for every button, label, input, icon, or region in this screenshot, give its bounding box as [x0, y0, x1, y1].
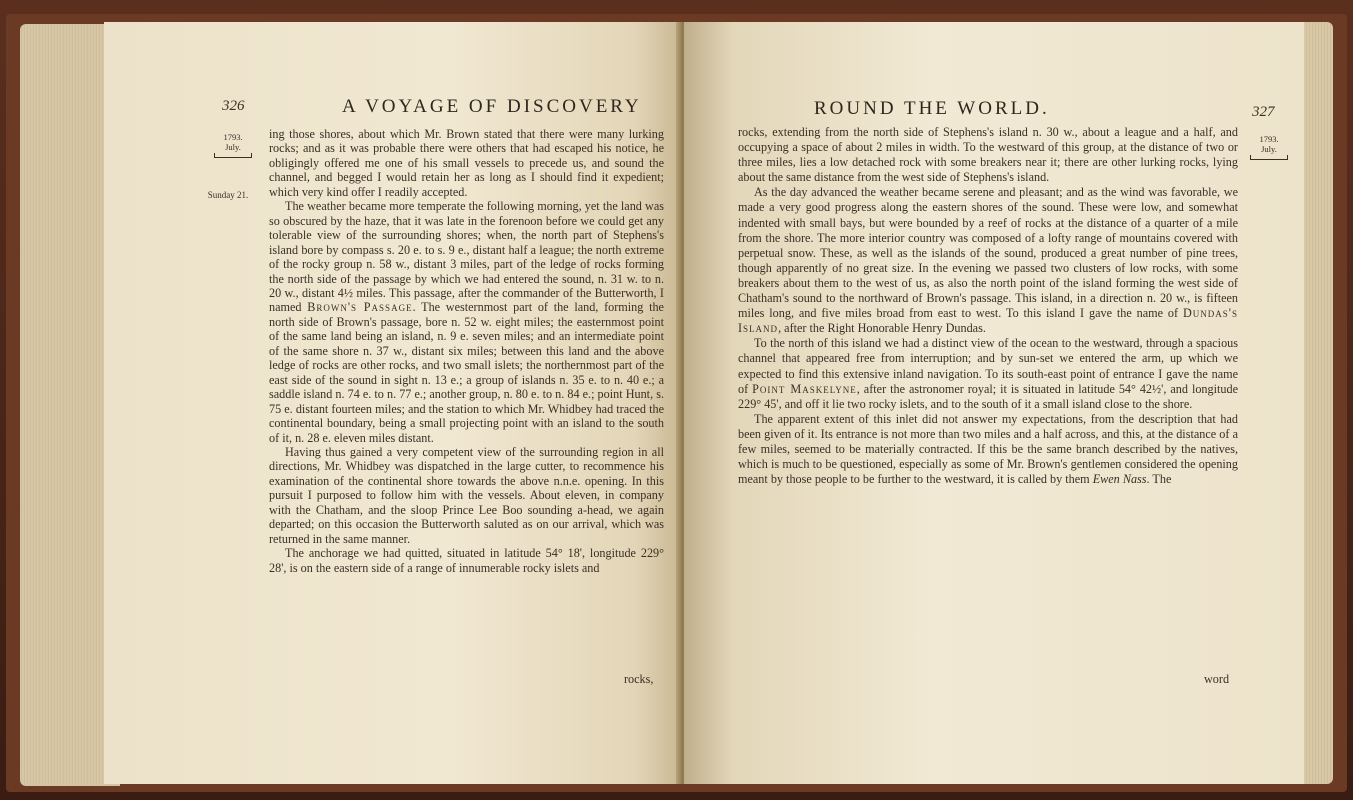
right-paragraph-3-end: , after the astronomer royal; it is situated in latitude 54° 42½', and longitude 229° 45', and off it lie two rocky islets, and to the south of it a small island close to the shore. — [738, 381, 1238, 411]
left-paragraph-1: ing those shores, about which Mr. Brown stated that there were many lurking rocks; and as it was probable there were others that had escaped his notice, he obligingly offered me one of his small vessels to precede us, and sound the channel, and begged I would retain her as long as I should find it expedient; which very kind offer I readily accepted. — [269, 127, 664, 199]
left-running-head: A VOYAGE OF DISCOVERY — [342, 96, 642, 117]
left-paragraph-4: The anchorage we had quitted, situated in latitude 54° 18', longitude 229° 28', is on the eastern side of a range of innumerable rocky islets and — [269, 546, 664, 575]
right-page — [684, 22, 1304, 784]
dundas-island-name: Dundas's Island — [738, 306, 1238, 336]
right-paragraph-1: rocks, extending from the north side of Stephens's island n. 30 w., about a league and a half, and occupying a space of about 2 miles in width. To the westward of this group, at the distance of two or three miles, lies a low detached rock with some breakers near it; there are other lurking rocks, lying about the same distance from the west side of Stephens's island. — [738, 125, 1238, 185]
right-margin-brace — [1250, 155, 1288, 160]
right-body-text — [738, 125, 1238, 487]
point-maskelyne-name: Point Maskelyne — [752, 381, 857, 396]
left-margin-brace — [214, 153, 252, 158]
left-paragraph-2 — [269, 199, 664, 445]
right-paragraph-3-start: To the north of this island we had a distinct view of the ocean to the westward, through a spacious channel that appeared free from interruption; and by sun-set we entered the arm, up which we expected to find this extensive inland navigation. To its south-east point of entrance I gave the name of — [738, 336, 1238, 396]
ewen-nass-name: Ewen Nass — [1092, 472, 1147, 487]
left-body-text — [269, 127, 664, 575]
right-paragraph-3 — [738, 336, 1238, 411]
browns-passage-name: Brown's Passage — [307, 300, 413, 315]
right-margin-year: 1793. — [1259, 134, 1279, 144]
left-margin-month: July. — [225, 142, 241, 152]
right-margin-date-note — [1250, 134, 1288, 160]
right-paragraph-4-end: . The — [1146, 472, 1172, 487]
left-paragraph-2-end: . The westernmost part of the land, forming the north side of Brown's passage, bore n. 52 w. eight miles; the easternmost point of the same land being an island, n. 9 e. seven miles; and an intermediate point of the same shore n. 37 w., distant six miles; between this land and the above ledge of rocks are other rocks, and two small islets; the northernmost part of the east side of the sound in sight n. 13 e.; a group of islands n. 35 e. to n. 40 e.; a saddle island n. 74 e. to n. 77 e.; another group, n. 80 e. to n. 84 e.; point Hunt, s. 75 e. distant fourteen miles; and the station to which Mr. Whidbey had traced the continental boundary, being a small projecting point with an island to the south of it, n. 28 e. eleven miles distant. — [269, 300, 664, 445]
right-paragraph-2 — [738, 185, 1238, 336]
right-folio: 327 — [1252, 104, 1275, 120]
right-catchword: word — [1204, 672, 1230, 686]
right-paragraph-2-start: As the day advanced the weather became serene and pleasant; and as the wind was favorable, we made a very good progress along the eastern shores of the sound. These were low, and somewhat indented with small bays, but were bounded by a reef of rocks at the distance of a quarter of a mile from the shore. The more interior country was composed of a lofty range of mountains covered with perpetual snow. These, as well as the islands of the sound, produced a great number of pine trees, though apparently of no great size. In the evening we passed two clusters of low rocks, with some breakers about them to the west of us, as also the north point of the island forming the west side of Chatham's sound to the northward of Brown's passage. This island, in a direction n. 20 w., is fifteen miles long, and five miles broad from east to west. To this island I gave the name of — [738, 185, 1238, 321]
left-paragraph-2-start: The weather became more temperate the following morning, yet the land was so obscured by the haze, that it was late in the forenoon before we could get any tolerable view of the surrounding shores; when, the north part of Stephens's island bore by compass s. 20 e. to s. 9 e., distant half a league; the north extreme of the rocky group n. 58 w., distant 3 miles, part of the ledge of rocks forming the north side of the passage by which we had entered the sound, n. 31 w. to n. 20 w., distant 4½ miles. This passage, after the commander of the Butterworth, I named — [269, 199, 664, 315]
left-paragraph-3: Having thus gained a very competent view of the surrounding region in all directions, Mr. Whidbey was dispatched in the large cutter, to recommence his examination of the continental shore towards the above n.n.e. opening. In this pursuit I purposed to follow him with the vessels. About eleven, in company with the Chatham, and the sloop Prince Lee Boo sounding a-head, we again departed; on this occasion the Butterworth saluted as on our arrival, which was returned in the same manner. — [269, 444, 664, 546]
left-catchword: rocks, — [624, 672, 654, 686]
right-paragraph-4-start: The apparent extent of this inlet did not answer my expectations, from the description that had been given of it. Its entrance is not more than two miles and a half across, and this, at the distance of a few miles, seemed to be materially contracted. If this be the same branch described by the natives, which is much to be questioned, especially as some of Mr. Brown's gentlemen considered the opening meant by those people to be further to the westward, it is called by them — [738, 411, 1238, 487]
right-paragraph-2-end: , after the Right Honorable Henry Dundas. — [778, 321, 986, 336]
right-paragraph-4 — [738, 412, 1238, 487]
left-margin-year: 1793. — [223, 132, 243, 142]
left-folio: 326 — [222, 98, 245, 114]
left-page — [104, 22, 680, 784]
right-margin-month: July. — [1261, 144, 1277, 154]
left-margin-day-note: Sunday 21. — [207, 190, 249, 200]
right-running-head: ROUND THE WORLD. — [814, 98, 1050, 119]
left-margin-date-note — [214, 132, 252, 158]
